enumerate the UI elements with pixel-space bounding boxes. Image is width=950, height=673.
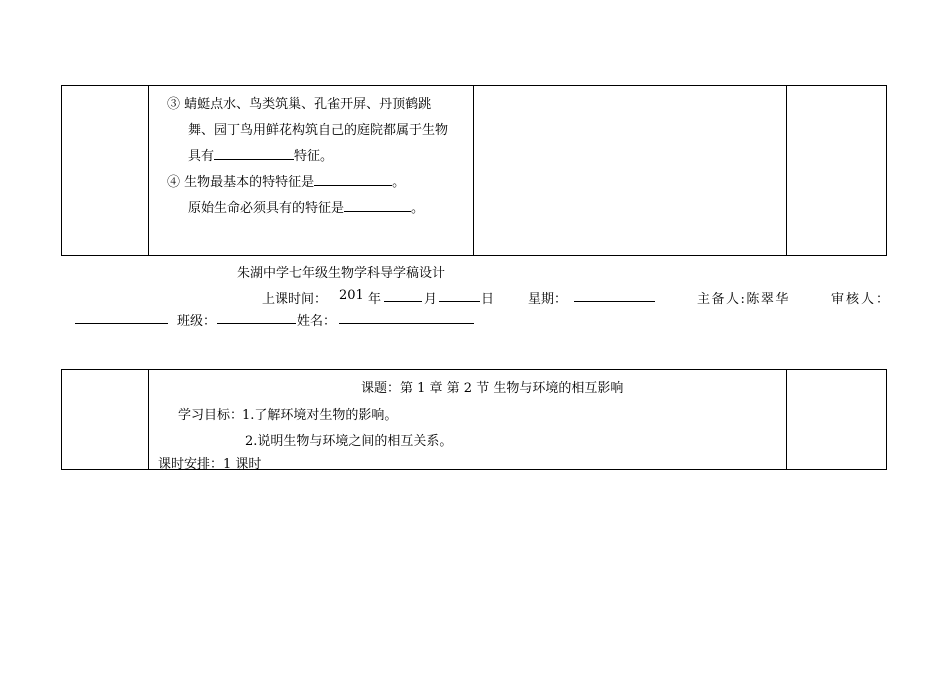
table-1-divider-3 — [786, 85, 787, 256]
day-blank[interactable] — [439, 288, 480, 302]
table-2-divider-1 — [148, 369, 149, 470]
preparer: 主备人:陈翠华 — [697, 292, 790, 307]
answer-blank-q4b[interactable] — [344, 198, 411, 212]
reviewer-blank[interactable] — [75, 310, 168, 324]
day-unit: 日 — [481, 292, 495, 307]
question-4-line-1 — [167, 171, 405, 190]
question-4-prefix: ④ 生物最基本的特特征是 — [167, 175, 315, 190]
learning-goal-2: 2.说明生物与环境之间的相互关系。 — [245, 434, 453, 449]
class-label: 班级： — [177, 314, 217, 329]
name-blank[interactable] — [339, 310, 474, 324]
table-1-divider-1 — [148, 85, 149, 256]
question-4b-suffix: 。 — [411, 201, 425, 216]
question-3-suffix: 特征。 — [294, 149, 334, 164]
month-unit: 月 — [424, 292, 438, 307]
table-2-divider-2 — [786, 369, 787, 470]
question-4-line-2 — [188, 197, 424, 216]
question-3-prefix: 具有 — [188, 149, 215, 164]
answer-blank-q4a[interactable] — [314, 172, 392, 186]
question-4b-prefix: 原始生命必须具有的特征是 — [188, 201, 345, 216]
time-label: 上课时间： — [262, 292, 328, 307]
question-4-suffix: 。 — [392, 175, 406, 190]
answer-blank-q3[interactable] — [214, 146, 294, 160]
learning-goal-1: 1.了解环境对生物的影响。 — [242, 408, 398, 423]
year-unit: 年 — [368, 292, 382, 307]
question-3-line-2: 舞、园丁鸟用鲜花构筑自己的庭院都属于生物 — [188, 123, 449, 138]
lesson-schedule: 课时安排：1 课时 — [158, 457, 262, 472]
year-value: 201 — [339, 288, 364, 303]
class-blank[interactable] — [217, 310, 296, 324]
weekday-label: 星期： — [528, 292, 568, 307]
question-3-line-3 — [188, 145, 333, 164]
table-1-divider-2 — [473, 85, 474, 256]
reviewer-label: 审核人： — [831, 292, 892, 307]
learning-goals-label: 学习目标： — [178, 408, 244, 423]
month-blank[interactable] — [384, 288, 422, 302]
lesson-topic: 课题：第 1 章 第 2 节 生物与环境的相互影响 — [361, 381, 624, 396]
weekday-blank[interactable] — [574, 288, 655, 302]
question-3-line-1: ③ 蜻蜓点水、鸟类筑巢、孔雀开屏、丹顶鹤跳 — [167, 97, 432, 112]
name-label: 姓名： — [297, 314, 337, 329]
page-title: 朱湖中学七年级生物学科导学稿设计 — [237, 266, 446, 281]
